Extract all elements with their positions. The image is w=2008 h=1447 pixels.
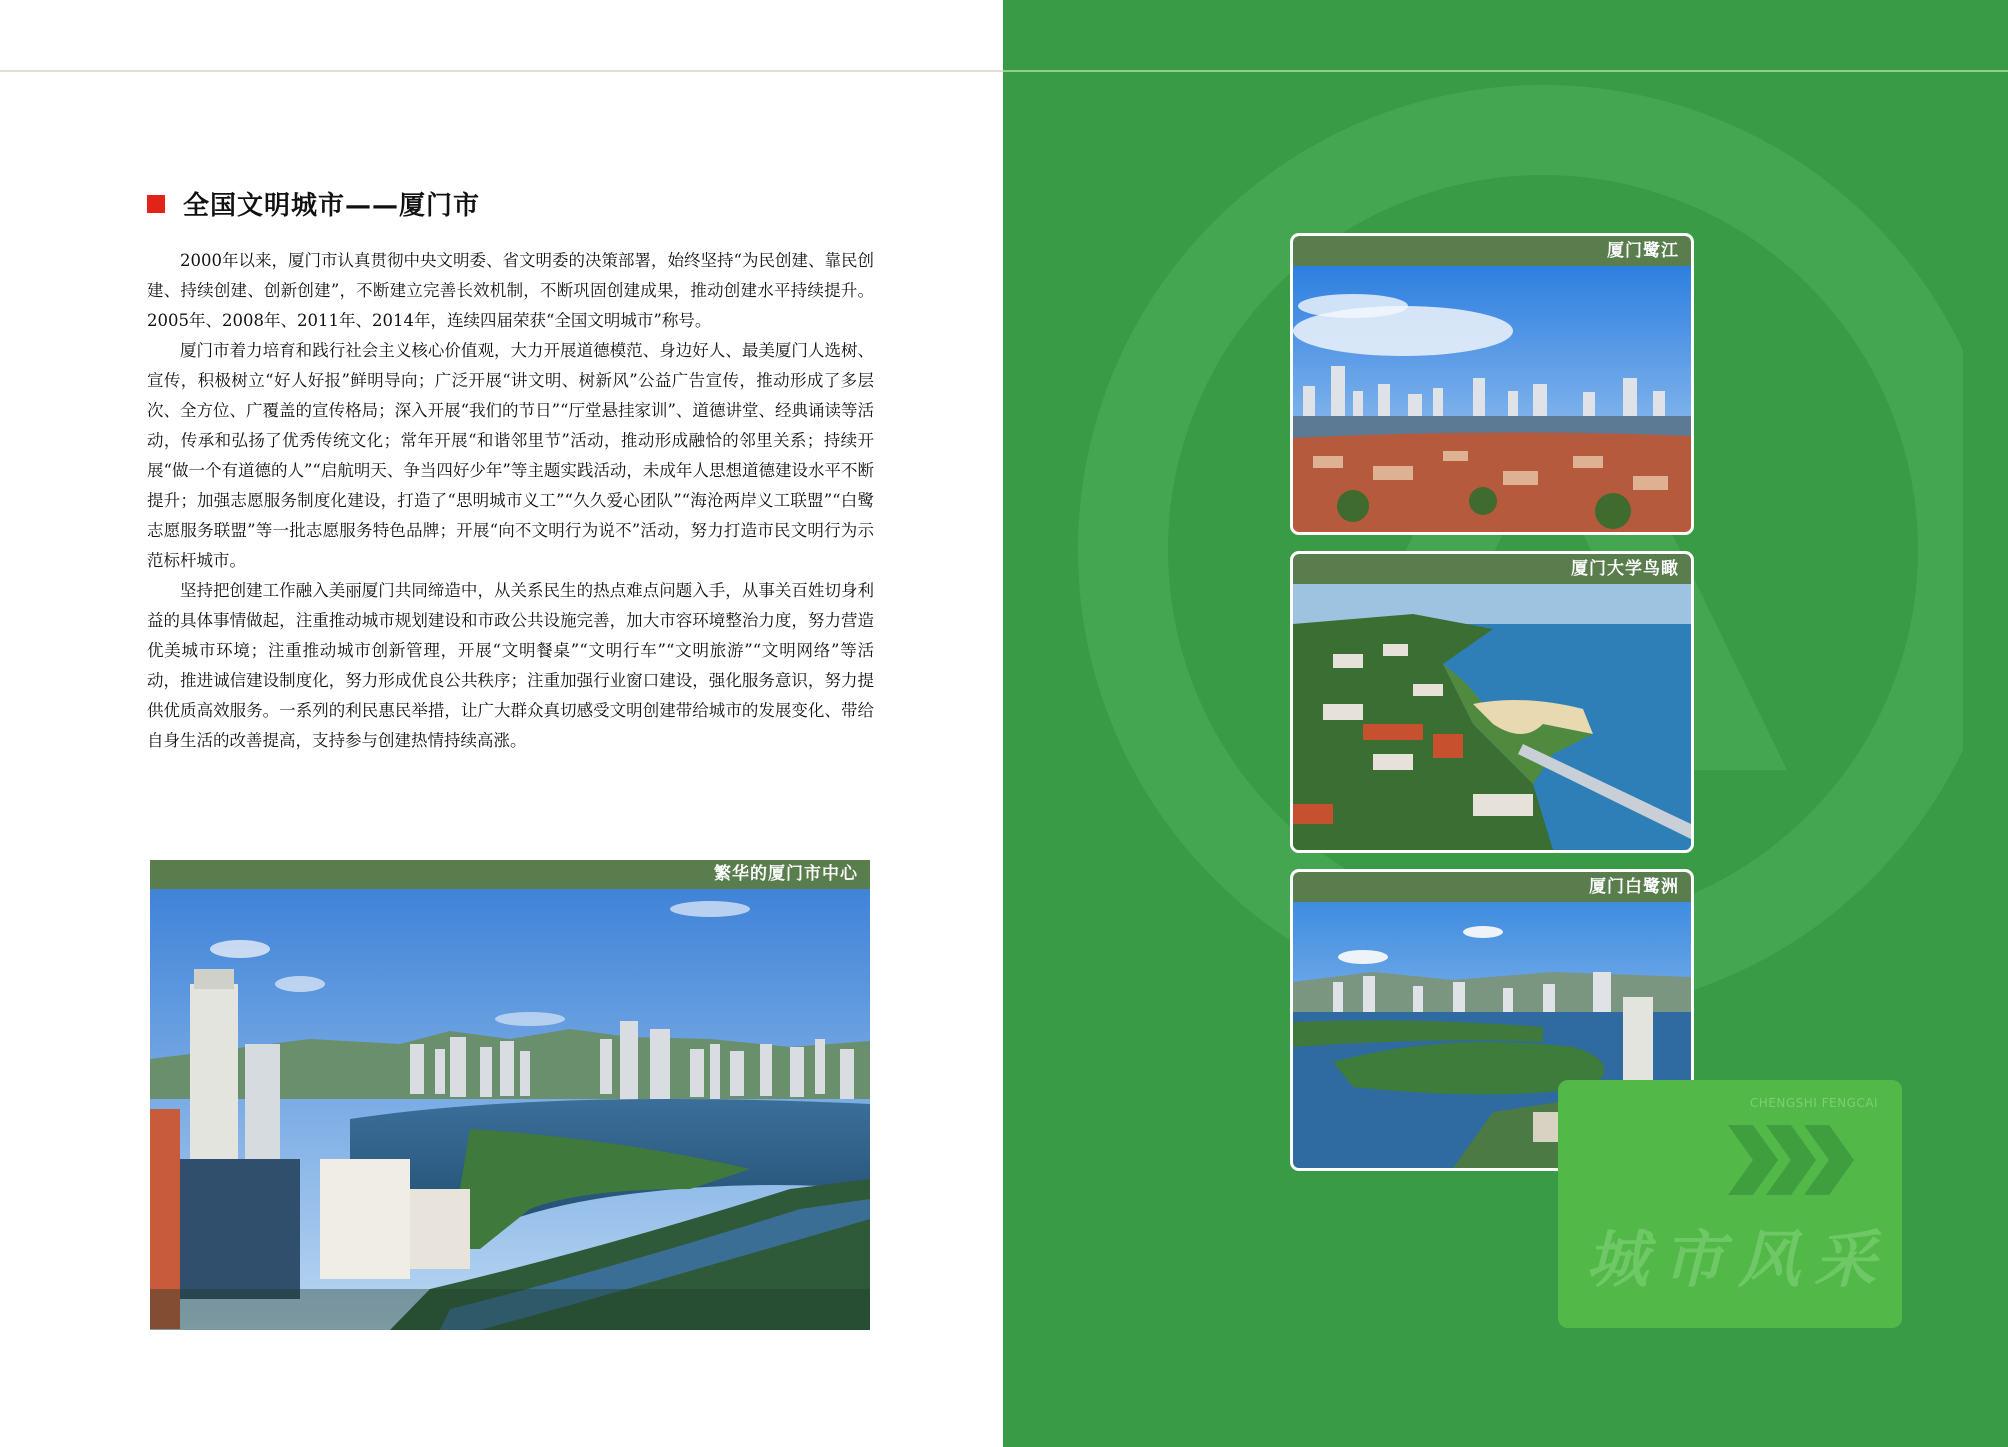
xiamen-university-image bbox=[1293, 584, 1691, 850]
photo-caption: 厦门大学鸟瞰 bbox=[1293, 554, 1691, 584]
downtown-photo bbox=[150, 860, 870, 1330]
photo-card-lujiang bbox=[1290, 233, 1694, 535]
photo-caption: 繁华的厦门市中心 bbox=[150, 860, 870, 889]
photo-caption: 厦门白鹭洲 bbox=[1293, 872, 1691, 902]
left-page bbox=[0, 0, 1003, 1447]
city-style-brand-box bbox=[1558, 1080, 1902, 1328]
photo-card-xiamen-university bbox=[1290, 551, 1694, 853]
section-heading bbox=[147, 185, 480, 222]
triple-chevron-icon bbox=[1728, 1120, 1858, 1200]
brand-pinyin: CHENGSHI FENGCAI bbox=[1749, 1096, 1878, 1110]
brand-title: 城市风采 bbox=[1586, 1223, 1891, 1296]
right-page bbox=[1003, 0, 2008, 1447]
paragraph-3: 坚持把创建工作融入美丽厦门共同缔造中，从关系民生的热点难点问题入手，从事关百姓切身利益的具体事情做起，注重推动城市规划建设和市政公共设施完善，加大市容环境整治力度，努力营造优美城市环境；注重推动城市创新管理，开展“文明餐桌”“文明行车”“文明旅游”“文明网络”等活动，推进诚信建设制度化，努力形成优良公共秩序；注重加强行业窗口建设，强化服务意识，努力提供优质高效服务。一系列的利民惠民举措，让广大群众真切感受文明创建带给城市的发展变化、带给自身生活的改善提高，支持参与创建热情持续高涨。 bbox=[147, 581, 874, 750]
section-title: 全国文明城市——厦门市 bbox=[183, 191, 481, 221]
paragraph-2: 厦门市着力培育和践行社会主义核心价值观，大力开展道德模范、身边好人、最美厦门人选树、宣传，积极树立“好人好报”鲜明导向；广泛开展“讲文明、树新风”公益广告宣传，推动形成了多层次、全方位、广覆盖的宣传格局；深入开展“我们的节日”“厅堂悬挂家训”、道德讲堂、经典诵读等活动，传承和弘扬了优秀传统文化；常年开展“和谐邻里节”活动，推动形成融恰的邻里关系；持续开展“做一个有道德的人”“启航明天、争当四好少年”等主题实践活动，未成年人思想道德建设水平不断提升；加强志愿服务制度化建设，打造了“思明城市义工”“久久爱心团队”“海沧两岸义工联盟”“白鹭志愿服务联盟”等一批志愿服务特色品牌；开展“向不文明行为说不”活动，努力打造市民文明行为示范标杆城市。 bbox=[147, 341, 874, 570]
red-square-bullet bbox=[147, 195, 165, 213]
photo-caption: 厦门鹭江 bbox=[1293, 236, 1691, 266]
downtown-cityscape-image bbox=[150, 889, 870, 1330]
top-rule bbox=[0, 70, 1003, 72]
article-body bbox=[147, 246, 874, 756]
paragraph-1: 2000年以来，厦门市认真贯彻中央文明委、省文明委的决策部署，始终坚持“为民创建、靠民创建、持续创建、创新创建”，不断建立完善长效机制，不断巩固创建成果，推动创建水平持续提升。2005年、2008年、2011年、2014年，连续四届荣获“全国文明城市”称号。 bbox=[147, 251, 874, 330]
lujiang-image bbox=[1293, 266, 1691, 532]
